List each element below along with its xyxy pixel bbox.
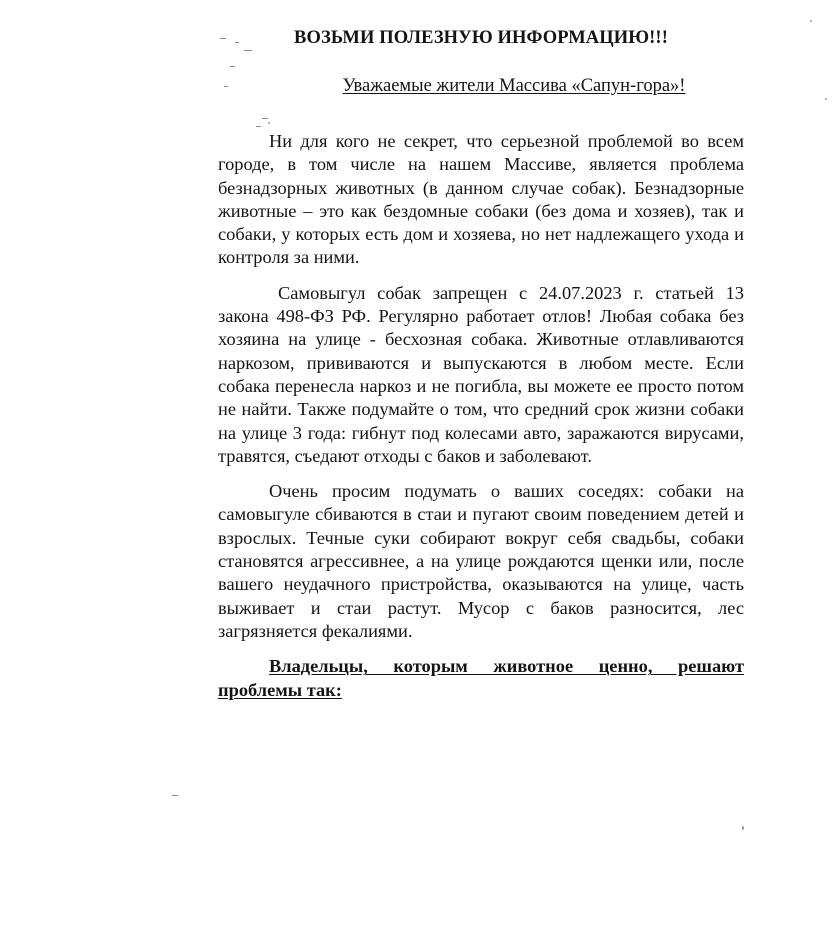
scan-mark — [244, 50, 252, 51]
paragraph-2: Самовыгул собак запрещен с 24.07.2023 г. статьей 13 закона 498-ФЗ РФ. Регулярно работает отлов! Любая собака без хозяина на улице - бесхозная собака. Животные отлавливаются наркозом, прививаются и выпускаются в любом месте. Если собака перенесла наркоз и не погибла, вы можете ее просто потом не найти. Также подумайте о том, что средний срок жизни собаки на улице 3 года: гибнут под колесами авто, заражаются вирусами, травятся, съедают отходы с баков и заболевают. — [218, 282, 744, 466]
scan-speck — [268, 122, 270, 124]
page-title: ВОЗЬМИ ПОЛЕЗНУЮ ИНФОРМАЦИЮ!!! — [294, 28, 668, 48]
paragraph-1: Ни для кого не секрет, что серьезной проблемой во всем городе, в том числе на нашем Массиве, является проблема безнадзорных животных (в данном случае собак). Безнадзорные животные – это как бездомные собаки (без дома и хозяев), так и собаки, у которых есть дом и хозяева, но нет надлежащего ухода и контроля за ними. — [218, 131, 744, 268]
scan-mark — [230, 66, 235, 67]
body-text — [218, 130, 744, 714]
scan-speck — [810, 20, 812, 22]
paragraph-3: Очень просим подумать о ваших соседях: собаки на самовыгуле сбиваются в стаи и пугают своим поведением детей и взрослых. Течные суки собирают вокруг себя свадьбы, собаки становятся агрессивнее, а на улице рождаются щенки или, после вашего неудачного пристройства, оказываются на улице, часть выживает и стаи растут. Мусор с баков разносится, лес загрязняется фекалиями. — [218, 481, 744, 641]
scan-speck — [825, 98, 827, 100]
scan-mark — [172, 795, 178, 796]
closing-heading: Владельцы, которым животное ценно, решают проблемы так: — [218, 656, 744, 700]
scan-mark — [262, 118, 268, 119]
page-subtitle: Уважаемые жители Массива «Сапун-гора»! — [342, 76, 686, 96]
scan-speck — [742, 826, 744, 830]
scan-mark — [256, 126, 261, 127]
